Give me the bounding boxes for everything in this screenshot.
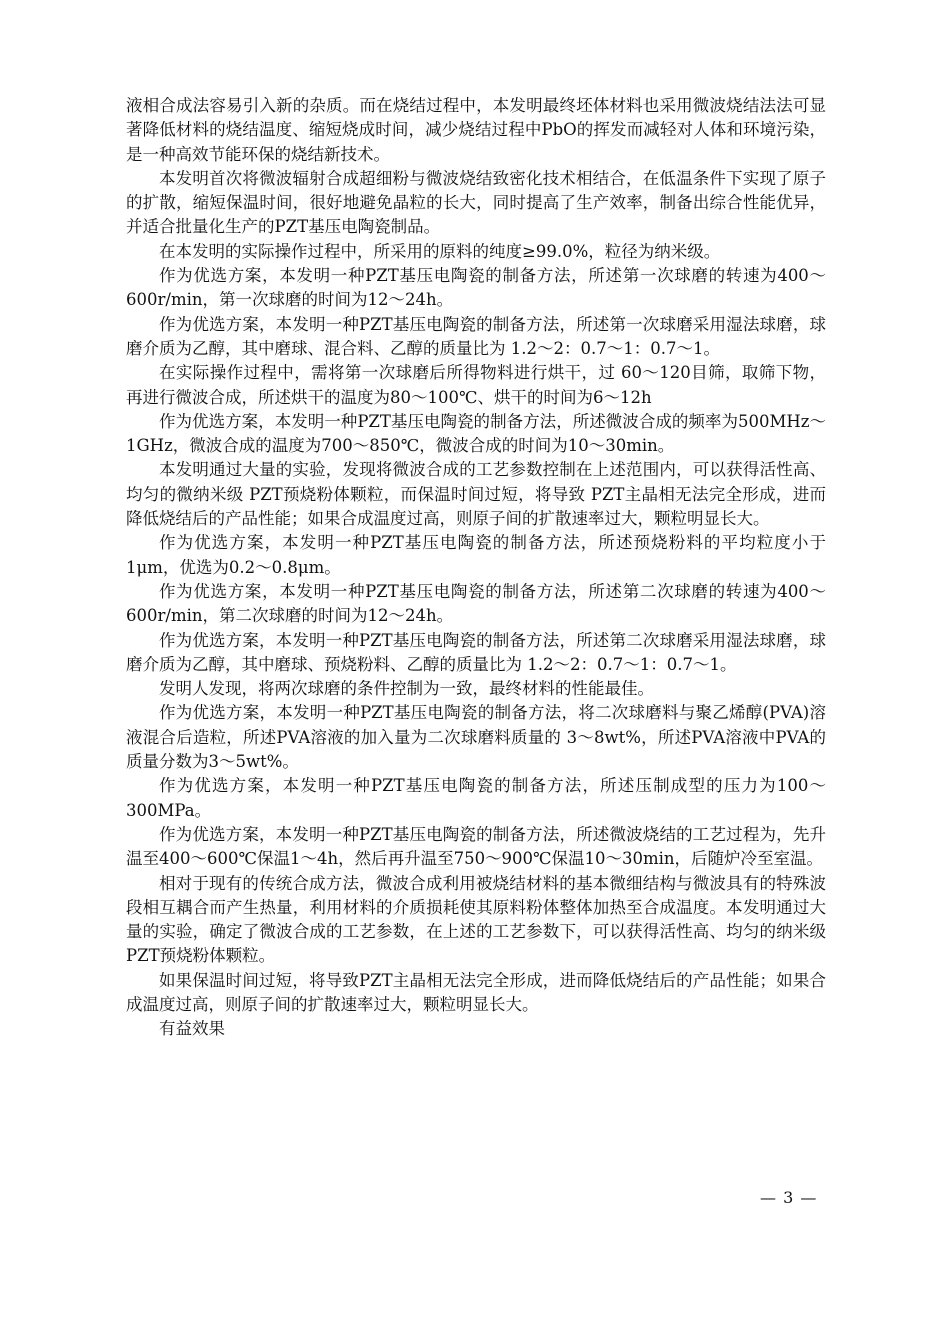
paragraph-continuation: 液相合成法容易引入新的杂质。而在烧结过程中，本发明最终坯体材料也采用微波烧结法法可显著降低材料的烧结温度、缩短烧成时间，减少烧结过程中PbO的挥发而减轻对人体和环境污染，是一种高效节能环保的烧结新技术。 xyxy=(126,96,826,164)
paragraph: 作为优选方案，本发明一种PZT基压电陶瓷的制备方法，所述压制成型的压力为100～300MPa。 xyxy=(126,776,826,820)
paragraph: 作为优选方案，本发明一种PZT基压电陶瓷的制备方法，所述第二次球磨的转速为400～600r/min，第二次球磨的时间为12～24h。 xyxy=(126,581,826,626)
paragraph: 本发明首次将微波辐射合成超细粉与微波烧结致密化技术相结合，在低温条件下实现了原子的扩散，缩短保温时间，很好地避免晶粒的长大，同时提高了生产效率，制备出综合性能优异，并适合批量化生产的PZT基压电陶瓷制品。 xyxy=(126,168,826,237)
paragraph: 作为优选方案，本发明一种PZT基压电陶瓷的制备方法，所述第一次球磨采用湿法球磨，球磨介质为乙醇，其中磨球、混合料、乙醇的质量比为 1.2～2：0.7～1：0.7～1。 xyxy=(126,314,826,358)
document-body xyxy=(126,94,826,1042)
section-heading: 有益效果 xyxy=(159,1019,225,1039)
paragraph: 相对于现有的传统合成方法，微波合成利用被烧结材料的基本微细结构与微波具有的特殊波段相互耦合而产生热量，利用材料的介质损耗使其原料粉体整体加热至合成温度。本发明通过大量的实验，确定了微波合成的工艺参数，在上述的工艺参数下，可以获得活性高、均匀的纳米级PZT预烧粉体颗粒。 xyxy=(126,873,826,966)
paragraph: 作为优选方案，本发明一种PZT基压电陶瓷的制备方法，所述第一次球磨的转速为400～600r/min，第一次球磨的时间为12～24h。 xyxy=(126,266,826,310)
paragraph: 如果保温时间过短，将导致PZT主晶相无法完全形成，进而降低烧结后的产品性能；如果合成温度过高，则原子间的扩散速率过大，颗粒明显长大。 xyxy=(126,970,826,1014)
paragraph: 作为优选方案，本发明一种PZT基压电陶瓷的制备方法，所述微波合成的频率为500MHz～1GHz，微波合成的温度为700～850℃，微波合成的时间为10～30min。 xyxy=(126,411,826,456)
paragraph: 作为优选方案，本发明一种PZT基压电陶瓷的制备方法，将二次球磨料与聚乙烯醇(PVA)溶液混合后造粒，所述PVA溶液的加入量为二次球磨料质量的 3～8wt%，所述PVA溶液中PVA的质量分数为3～5wt%。 xyxy=(126,703,826,772)
paragraph: 作为优选方案，本发明一种PZT基压电陶瓷的制备方法，所述第二次球磨采用湿法球磨，球磨介质为乙醇，其中磨球、预烧粉料、乙醇的质量比为 1.2～2：0.7～1：0.7～1。 xyxy=(126,630,826,674)
paragraph: 作为优选方案，本发明一种PZT基压电陶瓷的制备方法，所述微波烧结的工艺过程为，先升温至400～600℃保温1～4h，然后再升温至750～900℃保温10～30min，后随炉冷至室温。 xyxy=(126,824,826,869)
paragraph: 本发明通过大量的实验，发现将微波合成的工艺参数控制在上述范围内，可以获得活性高、均匀的微纳米级 PZT预烧粉体颗粒，而保温时间过短，将导致 PZT主晶相无法完全形成，进而降低烧结后的产品性能；如果合成温度过高，则原子间的扩散速率过大，颗粒明显长大。 xyxy=(126,460,826,529)
paragraph: 在实际操作过程中，需将第一次球磨后所得物料进行烘干，过 60～120目筛，取筛下物，再进行微波合成，所述烘干的温度为80～100℃、烘干的时间为6～12h xyxy=(126,363,826,407)
paragraph: 作为优选方案，本发明一种PZT基压电陶瓷的制备方法，所述预烧粉料的平均粒度小于1μm，优选为0.2～0.8μm。 xyxy=(126,533,826,577)
paragraph: 在本发明的实际操作过程中，所采用的原料的纯度≥99.0%，粒径为纳米级。 xyxy=(159,241,721,261)
page-number: — 3 — xyxy=(760,1188,818,1207)
paragraph: 发明人发现，将两次球磨的条件控制为一致，最终材料的性能最佳。 xyxy=(159,679,654,699)
